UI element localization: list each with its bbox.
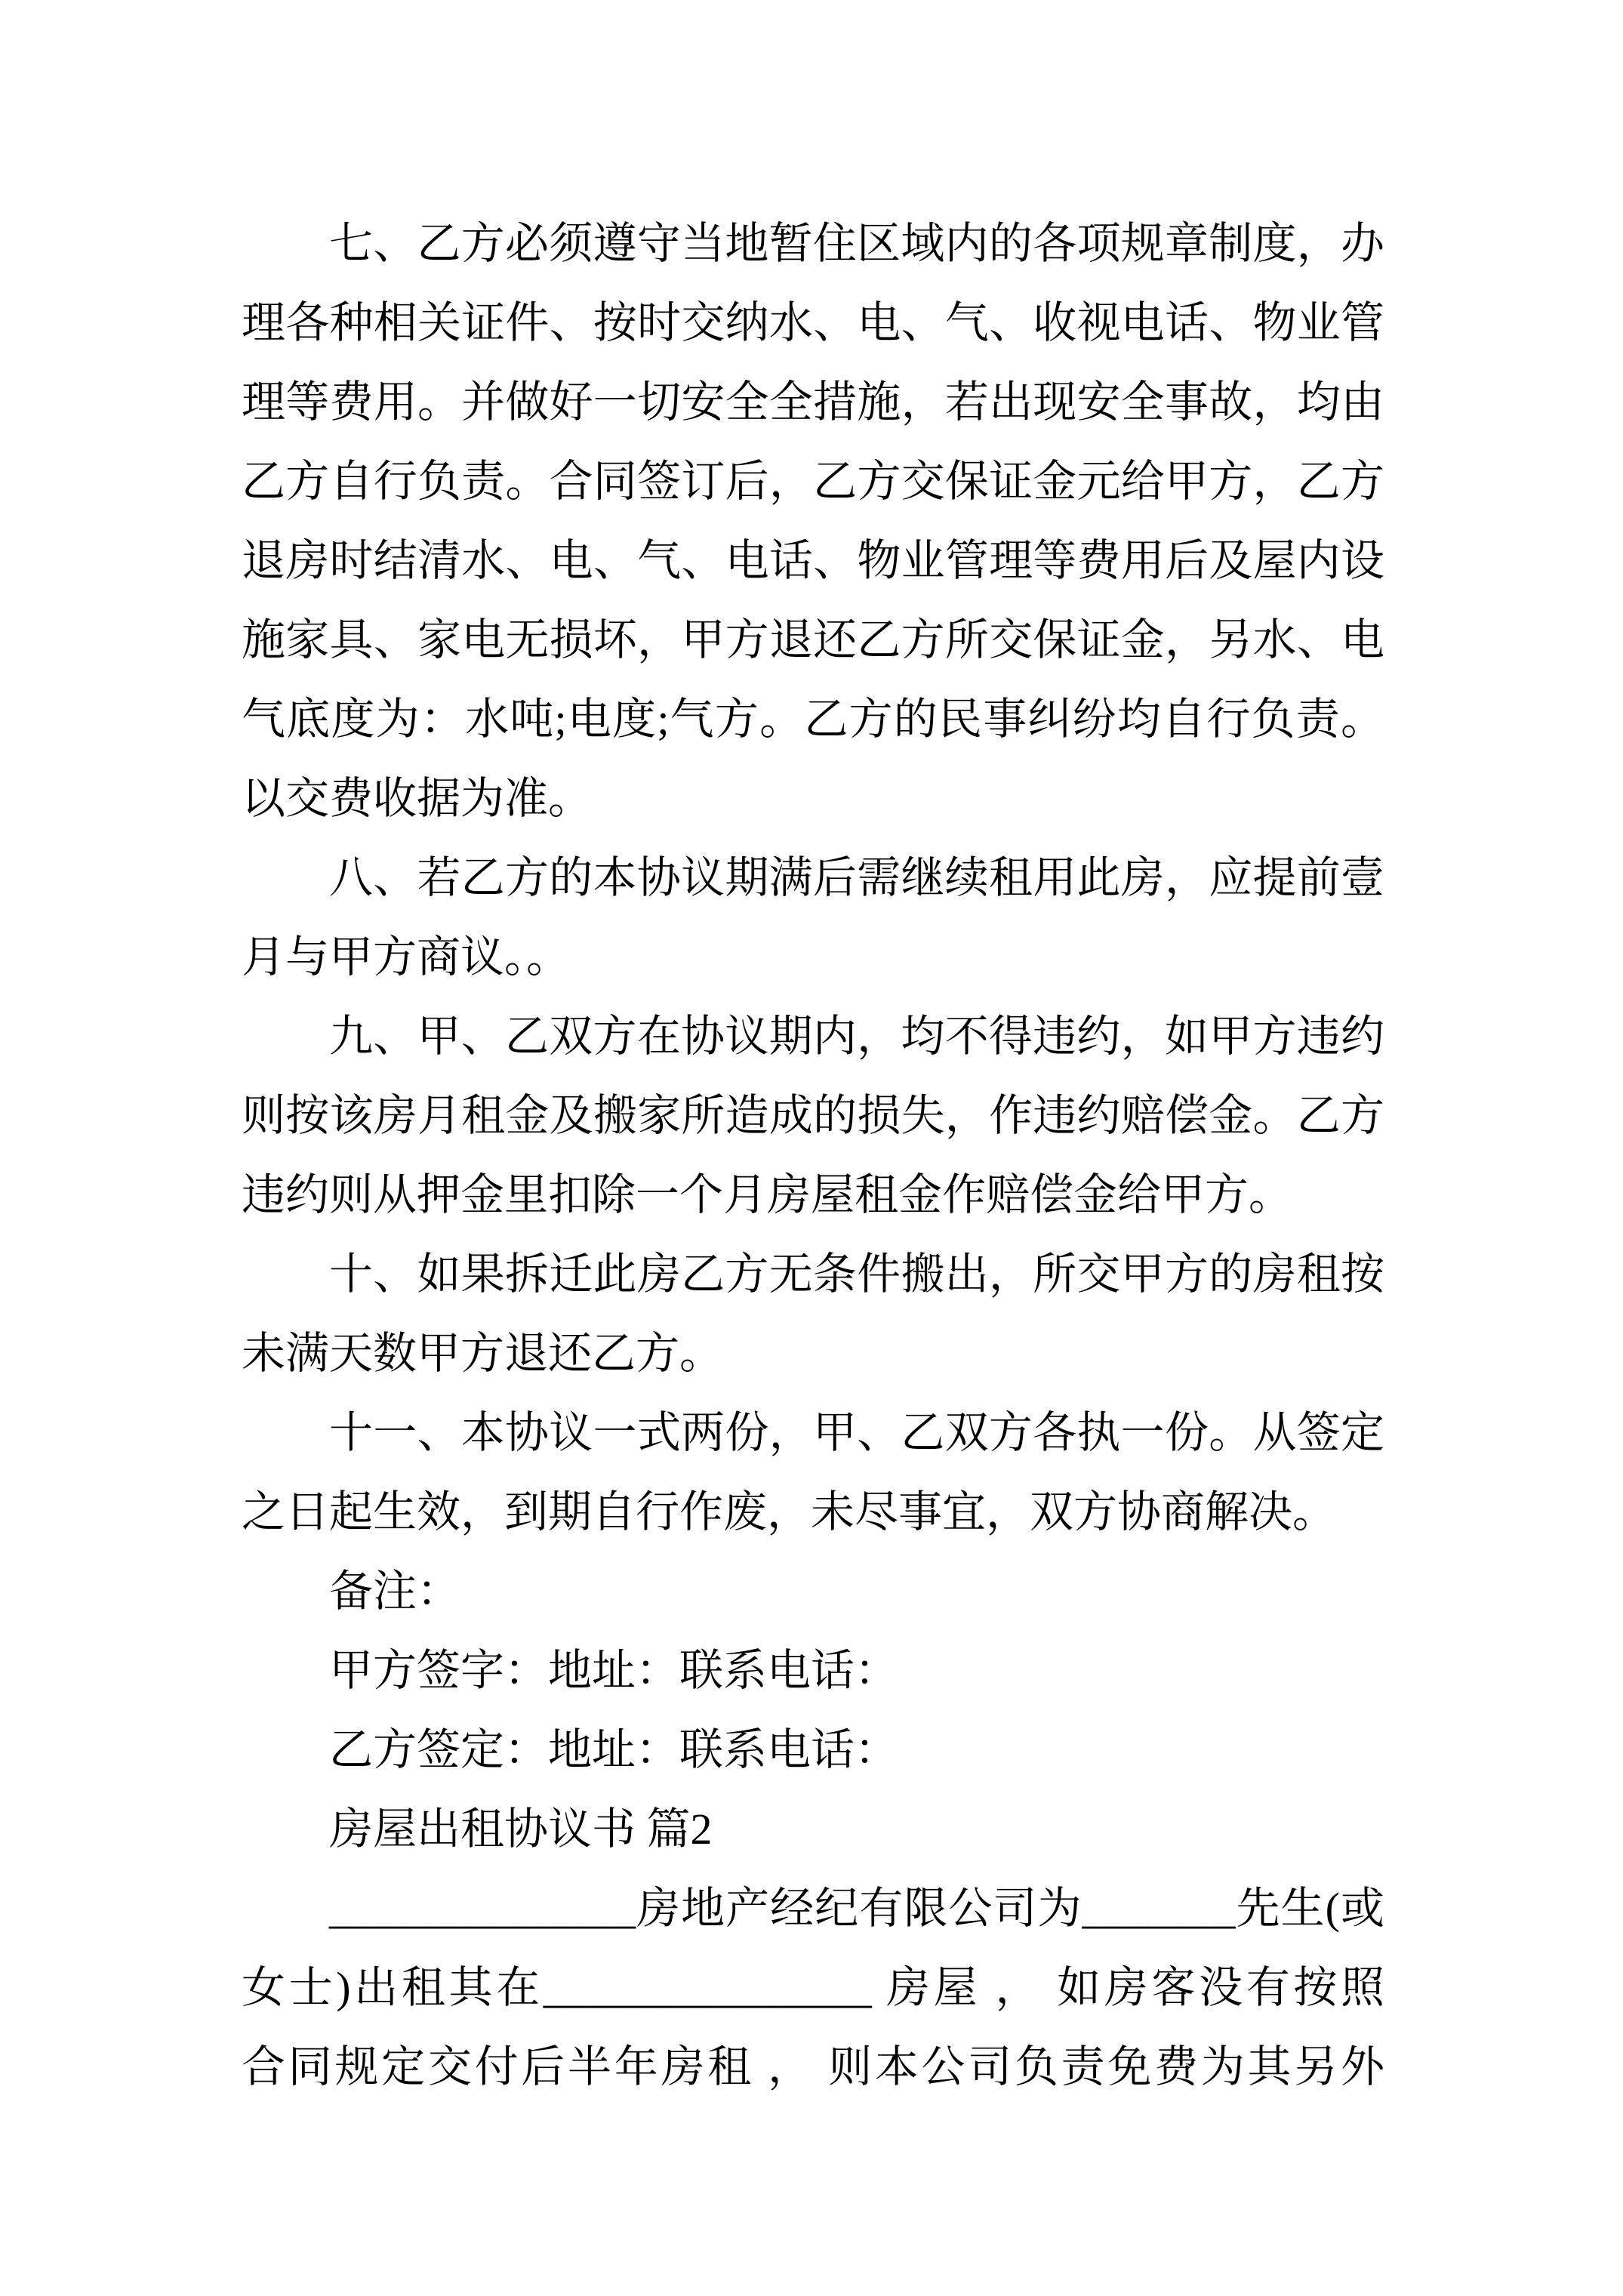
text-line: 退房时结清水、电、气、电话、物业管理等费用后及屋内设: [242, 536, 1384, 585]
text-line: 月与甲方商议。。: [242, 932, 571, 982]
text-line: 七、乙方必须遵守当地暂住区域内的各项规章制度，办: [329, 219, 1384, 268]
text-line: 八、若乙方的本协议期满后需继续租用此房，应提前壹: [329, 853, 1384, 902]
text-line: 乙方签定：地址：联系电话：: [329, 1725, 899, 1774]
text-line: 理等费用。并做好一切安全全措施，若出现安全事故，均由: [242, 378, 1384, 427]
text-line: 乙方自行负责。合同签订后，乙方交保证金元给甲方，乙方: [242, 457, 1384, 506]
text-line: 气底度为：水吨;电度;气方。乙方的民事纠纷均自行负责。: [242, 695, 1384, 744]
text-line: 未满天数甲方退还乙方。: [242, 1329, 724, 1378]
text-line: 理各种相关证件、按时交纳水、电、气、收视电话、物业管: [242, 298, 1384, 347]
text-line: 女士)出租其在_______________ 房屋 ， 如房客没有按照: [242, 1963, 1384, 2012]
text-line: 十、如果拆迁此房乙方无条件搬出，所交甲方的房租按: [329, 1250, 1384, 1299]
text-line: 备注：: [329, 1567, 461, 1616]
text-line: 违约则从押金里扣除一个月房屋租金作赔偿金给甲方。: [242, 1170, 1293, 1219]
text-line: 以交费收据为准。: [242, 774, 593, 823]
text-line: 房屋出租协议书 篇2: [329, 1804, 713, 1854]
text-line: ______________房地产经纪有限公司为_______先生(或: [329, 1884, 1384, 1933]
text-line: 合同规定交付后半年房租 ， 则本公司负责免费为其另外: [242, 2042, 1384, 2091]
text-line: 则按该房月租金及搬家所造成的损失，作违约赔偿金。乙方: [242, 1091, 1384, 1140]
text-line: 十一、本协议一式两份，甲、乙双方各执一份。从签定: [329, 1408, 1384, 1457]
text-line: 九、甲、乙双方在协议期内，均不得违约，如甲方违约: [329, 1012, 1384, 1061]
text-line: 甲方签字：地址：联系电话：: [329, 1646, 899, 1695]
text-line: 施家具、家电无损坏，甲方退还乙方所交保证金，另水、电: [242, 615, 1384, 664]
document-body: [242, 204, 1384, 2106]
text-line: 之日起生效，到期自行作废，未尽事宜，双方协商解决。: [242, 1487, 1337, 1536]
